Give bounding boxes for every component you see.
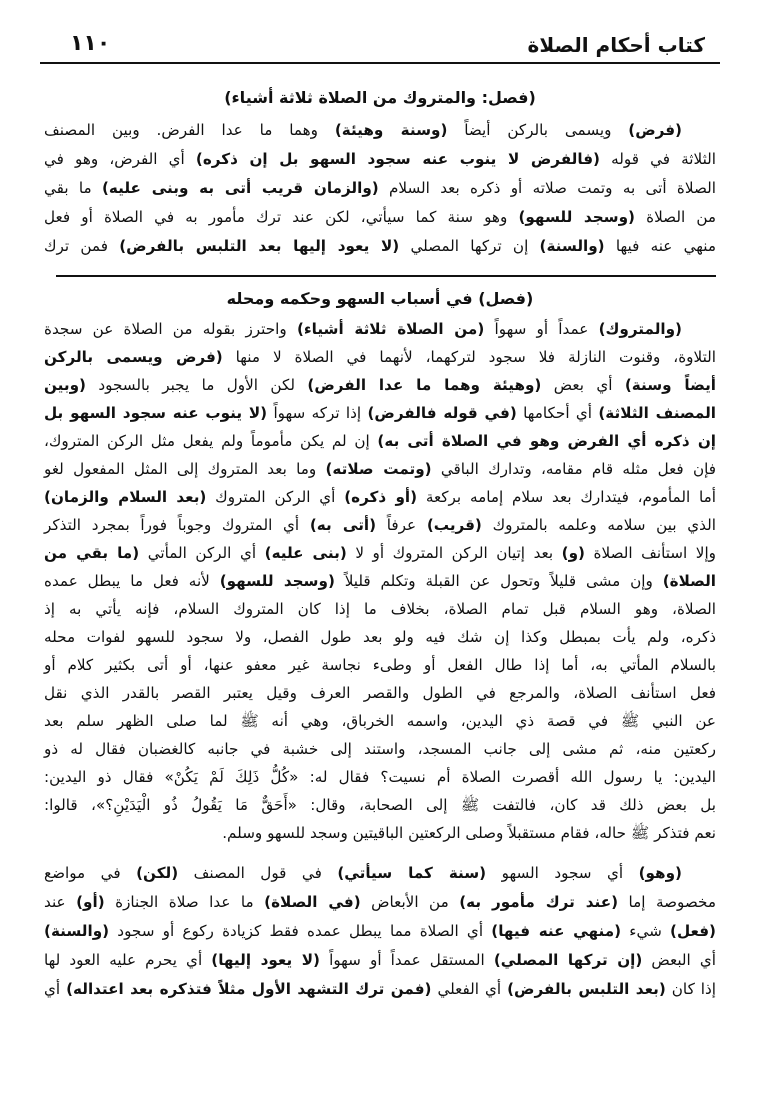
text-line: [44, 975, 716, 1004]
commentary-text: أي أحكامها: [516, 404, 599, 422]
commentary-text: أما المأموم، فيتدارك بعد سلام إمامه بركعة: [417, 488, 716, 506]
matn-commentary-separator: [56, 275, 716, 277]
commentary-text: بعد إتيان الركن المتروك أو لا: [346, 544, 562, 562]
text-line: [44, 232, 716, 261]
text-line: [44, 315, 716, 343]
text-line: [44, 174, 716, 203]
matn-quote-bold: المصنف الثلاثة): [598, 404, 716, 422]
commentary-text: أي المتروك وجوباً فوراً بمجرد التذكر: [44, 516, 310, 534]
commentary-text: الثلاثة في قوله: [599, 150, 716, 168]
commentary-text: ويسمى بالركن أيضاً: [447, 121, 629, 139]
matn-quote-bold: (بنى عليه): [264, 544, 347, 562]
commentary-text: ركعتين منه، ثم مشى إلى جانب المسجد، واستند إلى خشبة في جانبه كالغضبان فقال له ذو: [44, 740, 716, 758]
commentary-text: وهو سنة كما سيأتي، لكن عند ترك مأمور به في الصلاة أو فعل: [44, 208, 519, 226]
commentary-text: المستقل عمداً أو سهواً: [320, 951, 494, 969]
matn-quote-bold: (أو): [76, 893, 105, 911]
commentary-text: الذي بين سلامه وعلمه بالمتروك: [481, 516, 716, 534]
text-line: [44, 623, 716, 651]
matn-quote-bold: (والمتروك): [598, 320, 682, 338]
text-line: [44, 679, 716, 707]
commentary-text: بل بعض ذلك قد كان، فالتفت ﷺ إلى الصحابة، وقال: «أَحَقٌّ مَا يَقُولُ ذُو الْيَدَيْنِ؟»، قالوا:: [44, 796, 716, 814]
text-line: [44, 595, 716, 623]
commentary-text: شيء: [621, 922, 671, 940]
matn-quote-bold: الصلاة): [662, 572, 717, 590]
commentary-text: التلاوة، وقنوت النازلة فلا سجود لتركهما، لأنهما في الصلاة لا منها: [222, 348, 716, 366]
text-line: [44, 735, 716, 763]
text-line: [44, 707, 716, 735]
commentary-text: منهي عنه فيها: [604, 237, 716, 255]
matn-quote-bold: (وهيئة وهما ما عدا الفرض): [307, 376, 542, 394]
text-line: [44, 763, 716, 791]
commentary-text: أي الركن المتروك: [206, 488, 345, 506]
text-line: [44, 651, 716, 679]
commentary-text: فإن فعل مثله قام مقامه، وتدارك الباقي: [431, 460, 716, 478]
commentary-text: عند: [44, 893, 77, 911]
matn-quote-bold: إن ذكره أي الفرض وهو في الصلاة أتى به): [377, 432, 716, 450]
commentary-text: الصلاة أتى به وتمت صلاته أو ذكره بعد السلام: [378, 179, 716, 197]
text-line: [44, 946, 716, 975]
text-line: [44, 483, 716, 511]
commentary-text: أي الركن المأتي: [139, 544, 265, 562]
matn-quote-bold: (في قوله فالفرض): [367, 404, 517, 422]
matn-paragraph: [44, 116, 716, 261]
matn-quote-bold: (من الصلاة ثلاثة أشياء): [296, 320, 485, 338]
commentary-text: بالسلام المأتي به، أما إذا طال الفعل أو وطىء نجاسة غير معفو عنها، أو أتى بكثير كلام أو: [44, 656, 716, 674]
commentary-text: وهما ما عدا الفرض. وبين المصنف: [44, 121, 335, 139]
text-line: [44, 343, 716, 371]
text-line: [44, 567, 716, 595]
commentary-text: وما بعد المتروك إلى المثل المفعول لغو: [44, 460, 326, 478]
text-line: [44, 511, 716, 539]
commentary-text: أي: [44, 980, 67, 998]
commentary-text: أي الصلاة مما يبطل عمده فقط كزيادة ركوع أو سجود: [109, 922, 492, 940]
matn-quote-bold: (فعل): [670, 922, 717, 940]
matn-quote-bold: (وبين: [44, 376, 86, 394]
matn-quote-bold: (وسنة وهيئة): [334, 121, 448, 139]
commentary-text: من الأبعاض: [360, 893, 460, 911]
matn-quote-bold: (أتى به): [309, 516, 377, 534]
matn-quote-bold: (في الصلاة): [264, 893, 361, 911]
commentary-paragraph-1: [44, 315, 716, 847]
matn-quote-bold: (والسنة): [44, 922, 110, 940]
matn-quote-bold: (فالفرض لا ينوب عنه سجود السهو بل إن ذكره): [195, 150, 600, 168]
matn-quote-bold: (سنة كما سيأتي): [337, 864, 487, 882]
matn-quote-bold: (و): [561, 544, 585, 562]
matn-quote-bold: (لا يعود إليها): [211, 951, 320, 969]
section-heading-matn: (فصل: والمتروك من الصلاة ثلاثة أشياء): [224, 88, 536, 107]
commentary-text: وإن مشى قليلاً وتحول عن القبلة وتكلم قليلاً: [334, 572, 663, 590]
commentary-text: مخصوصة إما: [618, 893, 716, 911]
commentary-text: نعم فتذكر ﷺ حاله، فقام مستقبلاً وصلى الركعتين الباقيتين وسجد للسهو وسلم.: [222, 824, 716, 842]
commentary-text: في مواضع: [44, 864, 137, 882]
commentary-paragraph-2: [44, 859, 716, 1004]
text-line: [44, 427, 716, 455]
matn-quote-bold: (بعد السلام والزمان): [44, 488, 207, 506]
text-line: [44, 888, 716, 917]
matn-quote-bold: (والسنة): [539, 237, 605, 255]
running-header-title: كتاب أحكام الصلاة: [527, 33, 705, 57]
commentary-text: عمداً أو سهواً: [484, 320, 599, 338]
matn-quote-bold: (فرض): [628, 121, 683, 139]
commentary-text: اليدين: يا رسول الله أقصرت الصلاة أم نسيت؟ فقال له: «كُلُّ ذَلِكَ لَمْ يَكُنْ» فقال ذو اليدين:: [44, 768, 716, 786]
commentary-text: فعل استأنف الصلاة، والمرجع في الطول والقصر العرف وقيل يعتبر القصر بالقدر الذي نقل: [44, 684, 716, 702]
matn-quote-bold: (لا ينوب عنه سجود السهو بل: [44, 404, 268, 422]
matn-quote-bold: (وهو): [638, 864, 682, 882]
matn-quote-bold: (لكن): [136, 864, 179, 882]
commentary-text: من الصلاة: [634, 208, 717, 226]
text-line: [44, 539, 716, 567]
commentary-text: لأنه فعل ما يبطل عمده: [44, 572, 220, 590]
commentary-text: فمن ترك: [44, 237, 120, 255]
commentary-text: أي البعض: [642, 951, 716, 969]
commentary-text: أي بعض: [541, 376, 625, 394]
matn-quote-bold: (لا يعود إليها بعد التلبس بالفرض): [119, 237, 400, 255]
matn-quote-bold: (قريب): [426, 516, 482, 534]
matn-quote-bold: (والزمان قريب أتى به وبنى عليه): [101, 179, 379, 197]
commentary-text: واحترز بقوله من الصلاة عن سجدة: [44, 320, 297, 338]
matn-quote-bold: (فمن ترك التشهد الأول مثلاً فتذكره بعد اعتداله): [66, 980, 432, 998]
commentary-text: إن تركها المصلي: [399, 237, 540, 255]
commentary-text: الصلاة، وهو السلام قبل تمام الصلاة، بخلاف ما إذا كان المتروك السلام، فإنه يأتي به إذ: [44, 600, 716, 618]
commentary-text: أي يحرم عليه العود لها: [44, 951, 212, 969]
matn-quote-bold: (وتمت صلاته): [325, 460, 432, 478]
matn-quote-bold: (إن تركها المصلي): [493, 951, 643, 969]
text-line: [44, 917, 716, 946]
text-line: [44, 455, 716, 483]
commentary-text: في قول المصنف: [178, 864, 338, 882]
text-line: [44, 859, 716, 888]
commentary-text: أي الفرض، وهو في: [44, 150, 196, 168]
matn-quote-bold: (بعد التلبس بالفرض): [507, 980, 666, 998]
matn-quote-bold: (أو ذكره): [344, 488, 418, 506]
commentary-text: لكن الأول ما يجبر بالسجود: [85, 376, 308, 394]
matn-quote-bold: (وسجد للسهو): [518, 208, 635, 226]
text-line: [44, 203, 716, 232]
matn-quote-bold: (عند ترك مأمور به): [459, 893, 619, 911]
commentary-text: ذكره، ولم يأت بمبطل وكذا إن شك فيه ولو بعد طول الفصل، ولا سجود للسهو لفوات محله: [44, 628, 716, 646]
commentary-text: إذا كان: [665, 980, 716, 998]
matn-quote-bold: (ما بقي من: [44, 544, 140, 562]
matn-quote-bold: أيضاً وسنة): [624, 376, 717, 394]
matn-quote-bold: (فرض ويسمى بالركن: [44, 348, 223, 366]
text-line: [44, 399, 716, 427]
matn-quote-bold: (وسجد للسهو): [219, 572, 335, 590]
page-body: [44, 86, 716, 1004]
text-line: [44, 371, 716, 399]
text-line: [44, 819, 716, 847]
commentary-text: إذا تركه سهواً: [267, 404, 368, 422]
text-line: [44, 145, 716, 174]
commentary-text: وإلا استأنف الصلاة: [585, 544, 717, 562]
commentary-text: ما عدا صلاة الجنازة: [104, 893, 265, 911]
section-heading-commentary: (فصل) في أسباب السهو وحكمه ومحله: [226, 289, 534, 308]
commentary-text: أي الفعلي: [431, 980, 508, 998]
text-line: [44, 791, 716, 819]
commentary-text: عن النبي ﷺ في قصة ذي اليدين، واسمه الخرباق، وهي أنه ﷺ لما صلى الظهر سلم بعد: [44, 712, 716, 730]
text-line: [44, 116, 716, 145]
header-rule: [40, 62, 720, 64]
page-number: ١١٠: [70, 31, 111, 56]
commentary-text: عرفاً: [376, 516, 427, 534]
matn-quote-bold: (منهي عنه فيها): [491, 922, 622, 940]
commentary-text: ما بقي: [44, 179, 102, 197]
commentary-text: إن لم يكن مأموماً ولم يفعل مثل الركن المتروك،: [44, 432, 378, 450]
commentary-text: أي سجود السهو: [486, 864, 639, 882]
